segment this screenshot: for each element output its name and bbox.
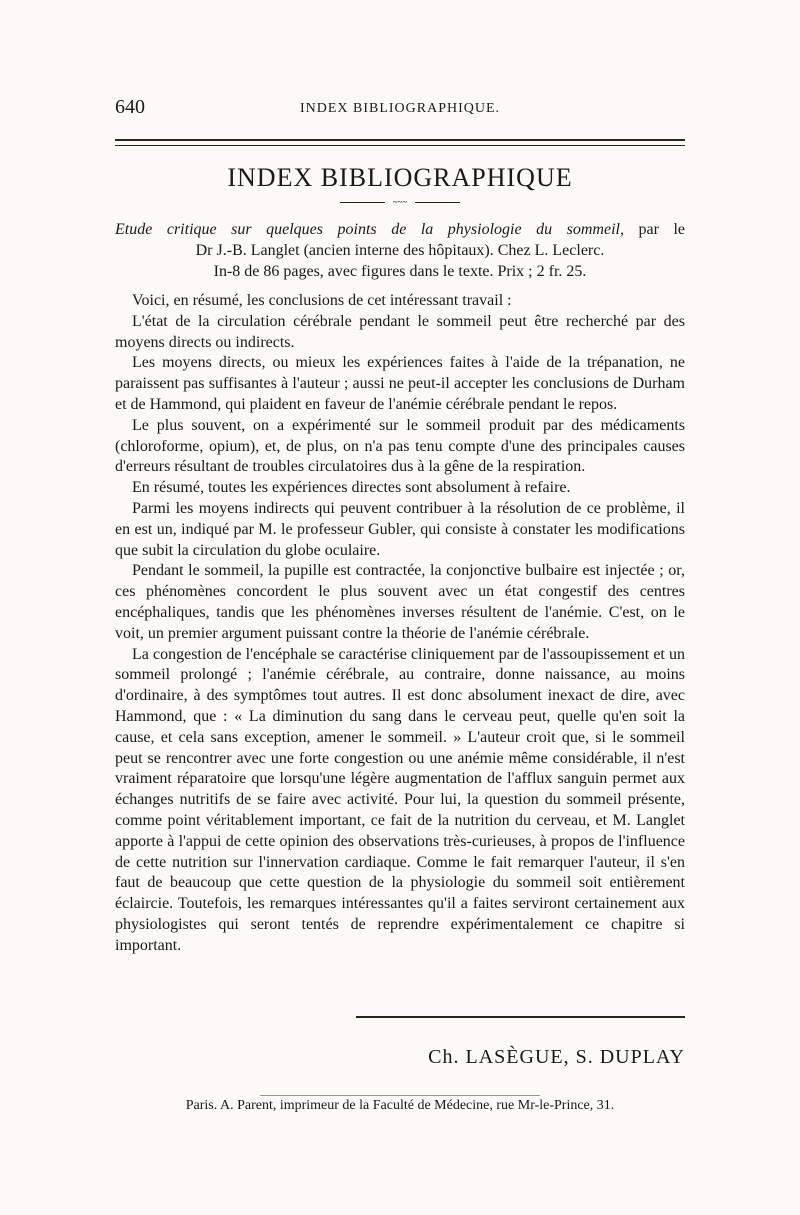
running-head — [115, 96, 685, 126]
page-title: INDEX BIBLIOGRAPHIQUE — [227, 163, 573, 192]
signature: Ch. LASÈGUE, S. DUPLAY — [428, 1046, 685, 1068]
entry-author-line: Dr J.-B. Langlet (ancien interne des hôpitaux). Chez L. Leclerc. — [195, 242, 605, 259]
paragraph-6: Parmi les moyens indirects qui peuvent contribuer à la résolution de ce problème, il en est un, indiqué par M. le professeur Gubler, qui consiste à constater les modifications que subit la circulation du globe oculaire. — [115, 499, 685, 559]
bibliographic-entry — [115, 219, 685, 282]
signature-rule — [356, 1016, 685, 1018]
work-title: Etude critique sur quelques points de la physiologie du sommeil, — [115, 221, 624, 238]
paragraph-1: Voici, en résumé, les conclusions de cet intéressant travail : — [132, 292, 512, 309]
paragraph-7: Pendant le sommeil, la pupille est contractée, la conjonctive bulbaire est injectée ; or, ces phénomènes concordent le plus souvent avec un état congestif des centres encéphaliques, tandis que les phénomènes inverses résultent de l'anémie. C'est, on le voit, un premier argument puissant contre la théorie de l'anémie cérébrale. — [115, 562, 685, 642]
paragraph-4: Le plus souvent, on a expérimenté sur le sommeil produit par des médicaments (chloroforme, opium), et, de plus, on n'a pas tenu compte d'une des principales causes d'erreurs résultant de troubles circulatoires dus à la gêne de la respiration. — [115, 416, 685, 476]
page-number: 640 — [115, 96, 145, 118]
ornament-divider — [340, 197, 460, 207]
paragraph-5: En résumé, toutes les expériences directes sont absolument à refaire. — [132, 479, 571, 497]
printer-imprint: Paris. A. Parent, imprimeur de la Faculté de Médecine, rue Mr-le-Prince, 31. — [185, 1098, 615, 1113]
header-rule — [115, 139, 685, 141]
entry-par: par le — [638, 221, 685, 238]
entry-format-line: In-8 de 86 pages, avec figures dans le texte. Prix ; 2 fr. 25. — [213, 263, 587, 280]
paragraph-8: La congestion de l'encéphale se caractérise cliniquement par de l'assoupissement et un sommeil prolongé ; l'anémie cérébrale, au contraire, donne naissance, au moins d'ordinaire, à des symptômes tout autres. Il est donc absolument inexact de dire, avec Hammond, que : « La diminution du sang dans le cerveau peut, quelle qu'en soit la cause, et cela sans exception, amener le sommeil. » L'auteur croit que, si le sommeil peut se rencontrer avec une forte congestion ou une anémie même considérable, il n'est vraiment réparatoire que lorsqu'une légère augmentation de l'afflux sanguin permet aux échanges nutritifs de se faire avec activité. Pour lui, la question du sommeil présente, comme point véritablement important, ce fait de la nutrition du cerveau, et M. Langlet apporte à l'appui de cette opinion des observations très-curieuses, à propos de l'influence de cette nutrition sur l'innervation cardiaque. Comme le fait remarquer l'auteur, il s'en faut de beaucoup que cette question de la physiologie du sommeil soit entièrement éclaircie. Toutefois, les remarques intéressantes qu'il a faites serviront certainement aux physiologistes qui seront tentés de reprendre expérimentalement ce chapitre si important. — [115, 645, 685, 954]
entry-title-line — [115, 219, 685, 240]
header-rule-thin — [115, 145, 685, 146]
running-title: INDEX BIBLIOGRAPHIQUE. — [299, 101, 501, 116]
imprint-rule — [260, 1095, 540, 1096]
paragraph-3: Les moyens directs, ou mieux les expériences faites à l'aide de la trépanation, ne paraissent pas suffisantes à l'auteur ; aussi ne peut-il accepter les conclusions de Durham et de Hammond, qui plaident en faveur de l'anémie cérébrale pendant le repos. — [115, 354, 685, 413]
ornament-glyph: ~~~ — [385, 197, 415, 207]
paragraph-2: L'état de la circulation cérébrale pendant le sommeil peut être recherché par des moyens directs ou indirects. — [115, 312, 685, 351]
article-body — [115, 291, 685, 957]
